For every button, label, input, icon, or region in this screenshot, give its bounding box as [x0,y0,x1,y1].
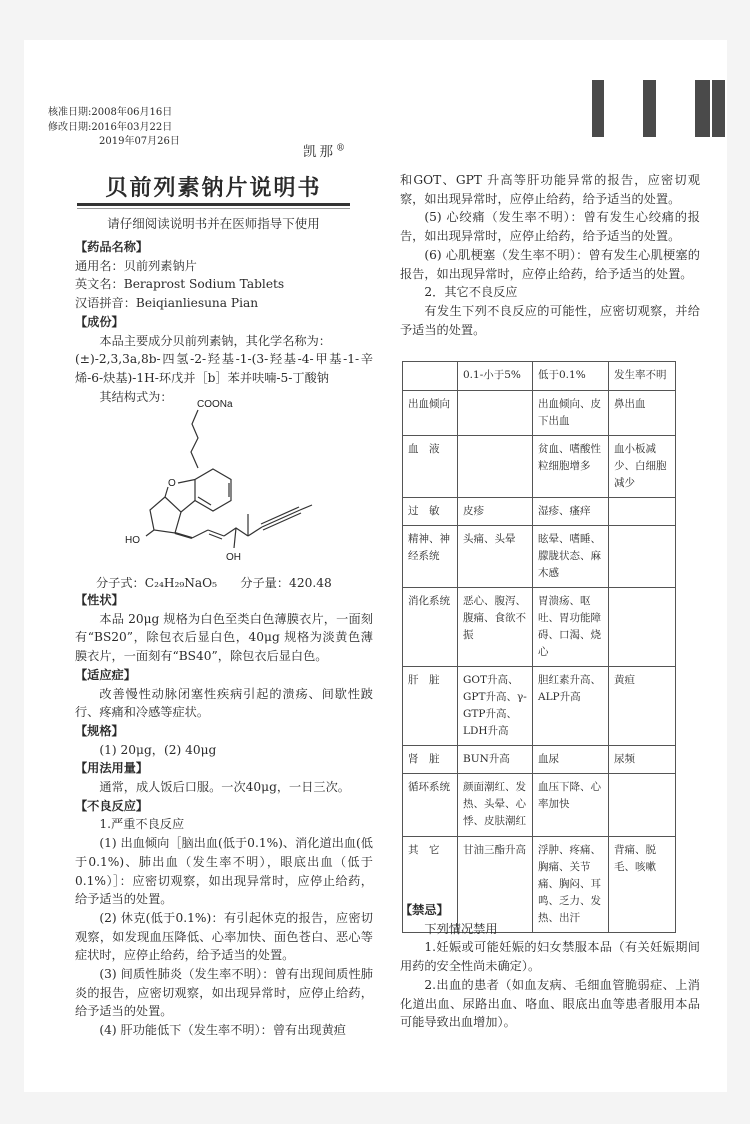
left-column [75,238,373,406]
table-row [403,498,676,526]
section-heading-description: 【性状】 [75,593,124,607]
table-cell: 鼻出血 [609,391,676,436]
coona-label: COONa [197,399,233,410]
section-heading-dosage: 【用法用量】 [75,761,149,776]
table-cell: 尿频 [609,746,676,774]
molecular-formula: 分子式：C₂₄H₂₉NaO₅ 分子量：420.48 [96,576,332,590]
section-heading-adverse-reactions: 【不良反应】 [75,798,149,813]
adr-item: (6) 心肌梗塞（发生率不明）：曾有发生心肌梗塞的报告，如出现异常时，应停止给药，给予适当的处置。 [400,247,700,281]
table-cell: 颜面潮红、发热、头晕、心悸、皮肤潮红 [458,774,533,837]
contraindications-intro: 下列情况禁用 [424,921,498,936]
brand-name: 凯那® [303,143,345,160]
molecular-weight: 分子量：420.48 [240,576,332,590]
table-cell [609,588,676,667]
contraindication-item: 1.妊娠或可能妊娠的妇女禁服本品（有关妊娠期间用药的安全性尚未确定）。 [400,940,700,974]
table-cell: 浮肿、疼痛、胸痛、关节痛、胸闷、耳鸣、乏力、发热、出汗 [533,837,609,933]
section-heading-indications: 【适应症】 [75,667,136,682]
table-cell: 胃溃疡、呕吐、胃功能障碍、口渴、烧心 [533,588,609,667]
divider [77,208,350,209]
description-text: 本品 20μg 规格为白色至类白色薄膜衣片，一面刻有“BS20”，除包衣后显白色，40μg 规格为淡黄色薄膜衣片，一面刻有“BS40”，除包衣后显白色。 [75,611,373,664]
document-title: 贝前列素钠片说明书 [105,175,322,201]
table-row [403,526,676,588]
table-cell: 精神、神经系统 [403,526,458,588]
table-cell: 过 敏 [403,498,458,526]
left-column-lower [75,591,373,1040]
table-cell: 皮疹 [458,498,533,526]
pinyin-name: 汉语拼音：Beiqianliesuna Pian [75,296,259,311]
table-cell [458,391,533,436]
subtitle: 请仔细阅读说明书并在医师指导下使用 [107,216,320,231]
adr-item: (1) 出血倾向［脑出血(低于0.1%)、消化道出血(低于0.1%)、肺出血（发生率不明），眼底出血（低于0.1%）］：应密切观察，如出现异常时，应停止给药，给予适当的处置。 [75,836,373,907]
adverse-reaction-table [402,361,676,933]
revision-date: 修改日期:2016年03月22日 [48,121,173,133]
table-cell: 肾 脏 [403,746,458,774]
table-row [403,667,676,746]
table-cell: 血小板减少、白细胞减少 [609,436,676,498]
composition-text: 本品主要成分贝前列素钠，其化学名称为： [99,333,331,348]
specification-text: (1) 20μg，(2) 40μg [99,742,217,757]
table-cell [458,436,533,498]
table-cell: BUN升高 [458,746,533,774]
table-cell: 胆红素升高、ALP升高 [533,667,609,746]
section-heading-name: 【药品名称】 [75,240,149,254]
section-heading-contraindications: 【禁忌】 [400,903,449,917]
table-cell: 血尿 [533,746,609,774]
chemical-name: (±)-2,3,3a,8b-四氢-2-羟基-1-(3-羟基-4-甲基-1-辛烯-6-炔基)-1H-环戊并［b］苯并呋喃-5-丁酸钠 [75,352,373,385]
indications-text: 改善慢性动脉闭塞性疾病引起的溃疡、间歇性跛行、疼痛和冷感等症状。 [75,686,373,720]
ho-label: HO [125,535,140,546]
adr-item: (2) 休克(低于0.1%)：有引起休克的报告，应密切观察，如发现血压降低、心率加快、面色苍白、恶心等症状时，应停止给药，给予适当的处置。 [75,910,373,963]
table-cell: 血 液 [403,436,458,498]
english-name: 英文名：Beraprost Sodium Tablets [75,277,285,292]
table-row [403,774,676,837]
adr-item: (5) 心绞痛（发生率不明）：曾有发生心绞痛的报告，如出现异常时，应停止给药，给予适当的处置。 [400,210,700,244]
generic-name: 通用名：贝前列素钠片 [75,258,197,273]
registration-bar [695,80,710,137]
table-header: 发生率不明 [609,362,676,391]
table-header-row [403,362,676,391]
table-cell: 恶心、腹泻、腹痛、食欲不振 [458,588,533,667]
table-row [403,588,676,667]
table-cell: 眩晕、嗜睡、朦胧状态、麻木感 [533,526,609,588]
table-cell: 贫血、嗜酸性粒细胞增多 [533,436,609,498]
divider [77,203,350,206]
adr-serious-heading: 1.严重不良反应 [99,817,185,832]
table-cell [609,774,676,837]
adr-other-heading: 2．其它不良反应 [424,285,518,300]
adr-item-continued: 和GOT、GPT 升高等肝功能异常的报告，应密切观察，如出现异常时，应停止给药，给予适当的处置。 [400,173,700,206]
table-cell: 循环系统 [403,774,458,837]
table-cell: 黄疸 [609,667,676,746]
registration-bar [643,80,656,137]
table-cell: 肝 脏 [403,667,458,746]
adr-item: (4) 肝功能低下（发生率不明）：曾有出现黄疸 [99,1023,346,1038]
table-cell: 出血倾向、皮下出血 [533,391,609,436]
table-cell: 消化系统 [403,588,458,667]
oh-label: OH [226,552,241,563]
dosage-text: 通常，成人饭后口服。一次40μg，一日三次。 [99,780,350,795]
adr-item: (3) 间质性肺炎（发生率不明）：曾有出现间质性肺炎的报告，应密切观察，如出现异常时，应停止给药，给予适当的处置。 [75,967,373,1019]
section-heading-composition: 【成份】 [75,314,124,329]
registration-bar [592,80,604,137]
contraindication-item: 2.出血的患者（如血友病、毛细血管脆弱症、上消化道出血、尿路出血、咯血、眼底出血等患者服用本品可能导致出血增加）。 [400,977,700,1030]
table-cell: GOT升高、GPT升高、γ-GTP升高、LDH升高 [458,667,533,746]
table-row [403,436,676,498]
table-cell [609,526,676,588]
structure-label: 其结构式为： [99,389,173,404]
approval-date: 核准日期:2008年06月16日 [48,107,173,118]
table-cell: 出血倾向 [403,391,458,436]
oxygen-label: O [168,478,176,489]
registration-bar [712,80,725,137]
right-column [400,171,700,339]
section-heading-specification: 【规格】 [75,723,124,738]
approval-dates [48,106,180,150]
table-cell: 其 它 [403,837,458,933]
table-header: 低于0.1% [533,362,609,391]
table-cell: 头痛、头晕 [458,526,533,588]
table-header: 0.1-小于5% [458,362,533,391]
table-row [403,391,676,436]
table-cell: 背痛、脱毛、咳嗽 [609,837,676,933]
table-header [403,362,458,391]
table-cell: 甘油三酯升高 [458,837,533,933]
contraindications-section [400,901,700,1032]
table-row [403,746,676,774]
table-cell: 湿疹、瘙痒 [533,498,609,526]
table-cell [609,498,676,526]
adr-other-text: 有发生下列不良反应的可能性，应密切观察，并给予适当的处置。 [400,303,700,337]
revision-date-2: 2019年07月26日 [99,136,180,147]
table-cell: 血压下降、心率加快 [533,774,609,837]
